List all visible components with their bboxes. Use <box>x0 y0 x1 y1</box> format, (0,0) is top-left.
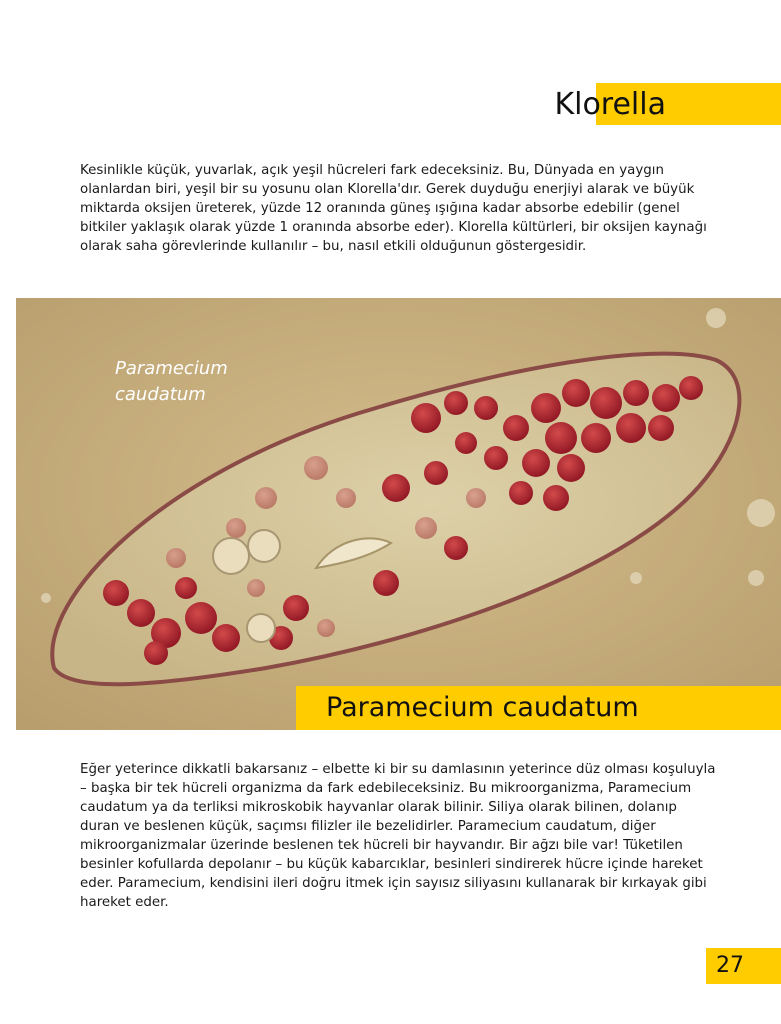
page-number: 27 <box>716 953 744 978</box>
page-title: Klorella <box>554 87 666 122</box>
caption-accent-bar <box>296 686 781 730</box>
body-paragraph: Eğer yeterince dikkatli bakarsanız – elbette ki bir su damlasının yeterince düz olması koşuluyla – başka bir tek hücreli organizma da fark edebileceksiniz. Bu mikroorganizma, Paramecium caudatum ya da terliksi mikroskobik hayvanlar olarak bilinir. Siliya olarak bilinen, dolanıp duran ve beslenen küçük, saçımsı filizler ile bezelidirler. Paramecium caudatum, diğer mikroorganizmalar üzerinde beslenen tek hücreli bir hayvandır. Bir ağzı bile var! Tüketilen besinler kofullarda depolanır – bu küçük kabarcıklar, besinleri sindirerek hücre içinde hareket eder. Paramecium, kendisini ileri doğru itmek için sayısız siliyasını kullanarak bir kırkayak gibi hareket eder. <box>80 762 716 910</box>
figure-caption: Paramecium caudatum <box>326 692 639 723</box>
figure-label <box>115 356 228 408</box>
intro-paragraph: Kesinlikle küçük, yuvarlak, açık yeşil hücreleri fark edeceksiniz. Bu, Dünyada en yaygın olanlardan biri, yeşil bir su yosunu olan Klorella'dır. Gerek duyduğu enerjiyi alarak ve büyük miktarda oksijen üreterek, yüzde 12 oranında güneş ışığına kadar absorbe edebilir (genel bitkiler yaklaşık olarak yüzde 1 oranında absorbe eder). Klorella kültürleri, bir oksijen kaynağı olarak saha görevlerinde kullanılır – bu, nasıl etkili olduğunun göstergesidir. <box>80 163 707 254</box>
page-number-box <box>706 948 781 984</box>
figure-label-line1: Paramecium <box>115 358 228 379</box>
figure-label-line2: caudatum <box>115 384 206 405</box>
